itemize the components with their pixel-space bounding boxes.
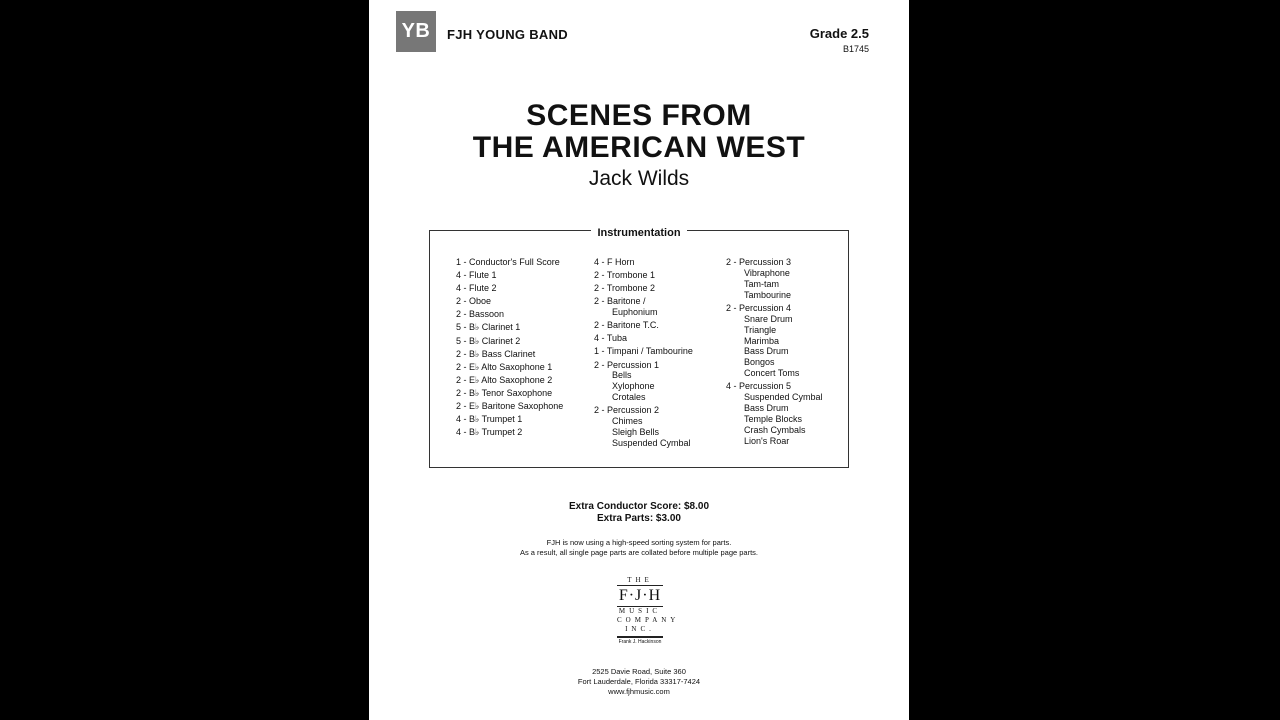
instrument-item: 4 - B♭ Trumpet 1 (456, 414, 523, 425)
instrument-item: 2 - Percussion 4 (726, 302, 792, 313)
logo-inc: INC. (625, 625, 655, 633)
instrument-subitem: Marimba (744, 335, 780, 346)
catalog-code: B1745 (842, 44, 869, 54)
instrument-subitem: Crash Cymbals (744, 424, 806, 435)
extra-parts-price: Extra Parts: $3.00 (597, 512, 681, 524)
score-cover-page (369, 0, 909, 720)
instrument-item: 1 - Timpani / Tambourine (594, 346, 693, 357)
instrument-subitem: Temple Blocks (744, 414, 803, 425)
instrument-subitem: Crotales (612, 392, 646, 403)
instrumentation-heading: Instrumentation (591, 227, 686, 239)
instrumentation-box (429, 227, 849, 468)
instrument-subitem: Bells (612, 370, 632, 381)
instrument-item: 1 - Conductor's Full Score (456, 257, 560, 267)
instrument-subitem: Bass Drum (744, 403, 789, 414)
instrument-subitem: Concert Toms (744, 368, 800, 379)
instrument-item: 2 - E♭ Baritone Saxophone (456, 401, 564, 412)
instrument-item: 2 - E♭ Alto Saxophone 1 (456, 361, 553, 372)
instrument-item: 4 - Flute 2 (456, 283, 497, 294)
instrument-item: 4 - Percussion 5 (726, 381, 792, 392)
piece-title (369, 100, 909, 164)
note-line-1: FJH is now using a high-speed sorting system for parts. (546, 538, 732, 547)
instrument-subitem: Suspended Cymbal (744, 392, 823, 403)
logo-company: COMPANY (617, 616, 680, 624)
instrument-item: 2 - Oboe (456, 296, 492, 307)
instrument-item: 2 - B♭ Bass Clarinet (456, 348, 536, 359)
address-line-2: Fort Lauderdale, Florida 33317-7424 (577, 677, 701, 686)
instrument-subitem: Sleigh Bells (612, 427, 660, 438)
instrument-item: 2 - Baritone / (594, 296, 646, 307)
instrument-subitem: Bass Drum (744, 346, 789, 357)
instrument-subitem: Tambourine (744, 289, 792, 300)
instrument-subitem: Euphonium (612, 307, 658, 318)
instrument-subitem: Tam-tam (744, 278, 780, 289)
instrument-item: 2 - Bassoon (456, 309, 505, 320)
instrument-item: 4 - F Horn (594, 257, 635, 267)
instrument-item: 4 - Flute 1 (456, 270, 497, 281)
composer-name: Jack Wilds (588, 167, 690, 190)
logo-the: THE (627, 576, 653, 584)
logo-initials: F·J·H (617, 585, 663, 607)
instrument-subitem: Suspended Cymbal (612, 438, 691, 449)
instrument-subitem: Bongos (744, 357, 775, 368)
website-line: www.fjhmusic.com (608, 687, 670, 696)
instrument-subitem: Triangle (744, 324, 777, 335)
title-line-1: SCENES FROM (526, 99, 752, 132)
instrument-subitem: Chimes (612, 416, 643, 427)
logo-music: MUSIC (618, 607, 662, 615)
instrument-item: 2 - Percussion 2 (594, 405, 660, 416)
instrument-item: 2 - Percussion 1 (594, 359, 660, 370)
instrument-subitem: Snare Drum (744, 313, 793, 324)
series-name: FJH YOUNG BAND (447, 27, 568, 42)
instrument-item: 5 - B♭ Clarinet 1 (456, 322, 521, 333)
instrument-column-1 (456, 257, 563, 438)
extra-score-price: Extra Conductor Score: $8.00 (568, 501, 710, 512)
sorting-note (369, 538, 909, 558)
instrument-item: 2 - B♭ Tenor Saxophone (456, 387, 553, 398)
instrument-item: 4 - B♭ Trumpet 2 (456, 427, 523, 438)
publisher-address (369, 667, 909, 697)
instrument-subitem: Xylophone (612, 381, 655, 392)
instrument-item: 2 - Trombone 2 (594, 283, 656, 294)
instrument-item: 5 - B♭ Clarinet 2 (456, 335, 521, 346)
fjh-music-company-logo (617, 576, 680, 656)
instrument-item: 4 - Tuba (594, 333, 628, 344)
logo-signature: Frank J. Hackinson (617, 636, 663, 647)
grade-label: Grade 2.5 (809, 26, 869, 41)
instrument-subitem: Lion's Roar (744, 435, 790, 446)
instrument-subitem: Vibraphone (744, 267, 790, 278)
instrument-column-2 (594, 257, 693, 449)
instrument-item: 2 - Baritone T.C. (594, 320, 659, 331)
pricing (369, 501, 909, 524)
title-line-2: THE AMERICAN WEST (472, 131, 806, 164)
instrument-item: 2 - E♭ Alto Saxophone 2 (456, 374, 553, 385)
instrument-column-3 (726, 257, 823, 447)
note-line-2: As a result, all single page parts are collated before multiple page parts. (519, 548, 759, 557)
yb-logo-badge: YB (396, 11, 436, 52)
address-line-1: 2525 Davie Road, Suite 360 (592, 667, 686, 676)
instrument-item: 2 - Trombone 1 (594, 270, 656, 281)
instrument-item: 2 - Percussion 3 (726, 257, 792, 267)
